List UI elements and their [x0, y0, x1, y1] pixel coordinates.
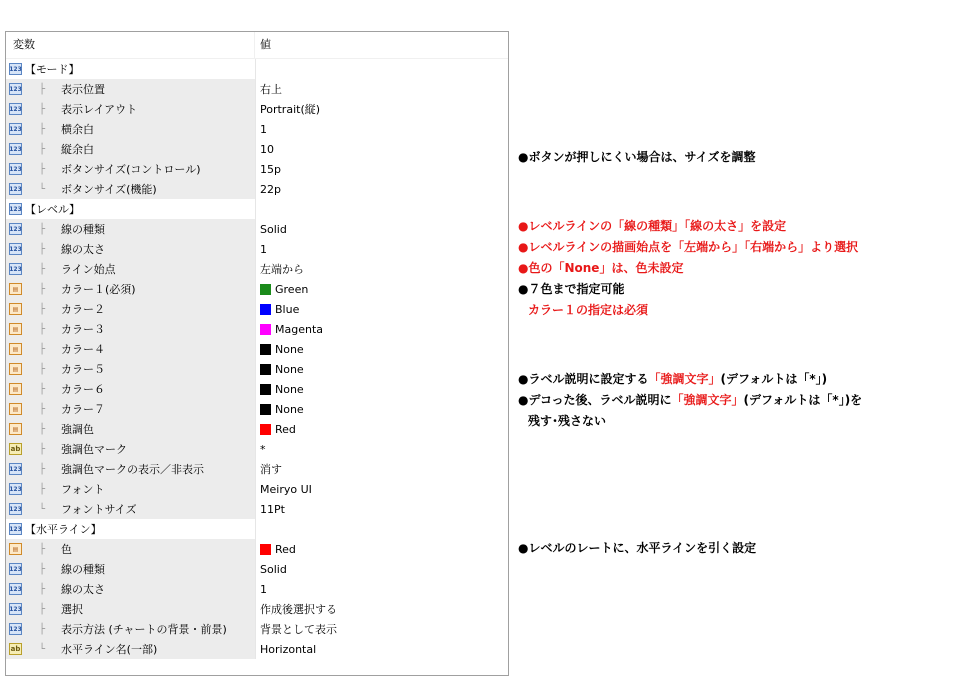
property-name-cell[interactable]: [6, 259, 255, 279]
column-header-variable[interactable]: 変数: [6, 32, 255, 58]
property-value-cell[interactable]: [255, 619, 508, 639]
property-value-cell[interactable]: [255, 219, 508, 239]
property-value: None: [275, 382, 304, 396]
property-name-cell[interactable]: [6, 459, 255, 479]
property-value-cell[interactable]: [255, 339, 508, 359]
property-label: 強調色マークの表示／非表示: [61, 463, 204, 476]
tree-connector: ├: [39, 343, 46, 355]
property-label: カラー２: [61, 303, 105, 316]
property-row[interactable]: [6, 319, 508, 339]
property-name-cell[interactable]: [6, 359, 255, 379]
color-swatch: [260, 364, 271, 375]
tree-connector: ├: [39, 563, 46, 575]
note-emphasis-text-pre: ●ラベル説明に設定する: [518, 372, 649, 386]
property-value: 1: [260, 122, 267, 136]
property-value-cell[interactable]: [255, 299, 508, 319]
tree-connector: ├: [39, 463, 46, 475]
property-label: ライン始点: [61, 263, 116, 276]
property-row[interactable]: [6, 599, 508, 619]
property-label: ボタンサイズ(機能): [61, 183, 157, 196]
property-value-cell[interactable]: [255, 479, 508, 499]
property-row[interactable]: [6, 419, 508, 439]
grid-header: [6, 32, 508, 59]
property-value-cell[interactable]: [255, 79, 508, 99]
property-label: 線の太さ: [61, 243, 105, 256]
property-value: Solid: [260, 222, 287, 236]
numeric-type-icon: 123: [9, 483, 22, 495]
property-name-cell[interactable]: [6, 439, 255, 459]
color-type-icon: ▤: [9, 323, 22, 335]
property-name-cell[interactable]: [6, 399, 255, 419]
numeric-type-icon: 123: [9, 83, 22, 95]
numeric-type-icon: 123: [9, 223, 22, 235]
color-type-icon: ▤: [9, 283, 22, 295]
property-row[interactable]: [6, 299, 508, 319]
property-value-cell[interactable]: [255, 439, 508, 459]
property-label: 水平ライン名(一部): [61, 643, 158, 656]
tree-connector: ├: [39, 283, 46, 295]
property-value: 1: [260, 242, 267, 256]
property-value: Solid: [260, 562, 287, 576]
property-label: カラー６: [61, 383, 105, 396]
property-label: 線の種類: [61, 223, 105, 236]
tree-connector: ├: [39, 423, 46, 435]
property-row[interactable]: [6, 279, 508, 299]
note-line-start: ●レベルラインの描画始点を「左端から」「右端から」より選択: [518, 240, 859, 254]
numeric-type-icon: 123: [9, 523, 22, 535]
note-color-none: ●色の「None」は、色未設定: [518, 261, 684, 275]
property-label: 表示方法 (チャートの背景・前景): [61, 623, 227, 636]
tree-connector: ├: [39, 603, 46, 615]
property-name-cell[interactable]: [6, 519, 255, 539]
property-row[interactable]: [6, 499, 508, 519]
property-value: 11Pt: [260, 502, 285, 516]
property-value: *: [260, 442, 266, 456]
property-row[interactable]: [6, 359, 508, 379]
property-name-cell[interactable]: [6, 479, 255, 499]
color-type-icon: ▤: [9, 363, 22, 375]
property-label: 横余白: [61, 123, 94, 136]
property-label: 選択: [61, 603, 83, 616]
property-value-cell[interactable]: [255, 199, 508, 219]
property-label: フォントサイズ: [61, 503, 137, 516]
note-keep-emphasis-post: (デフォルトは「*」)を: [743, 393, 863, 407]
property-row[interactable]: [6, 119, 508, 139]
property-label: 色: [61, 543, 72, 556]
property-value-cell[interactable]: [255, 59, 508, 79]
property-name-cell[interactable]: [6, 79, 255, 99]
property-value: 消す: [260, 463, 282, 476]
property-name-cell[interactable]: [6, 279, 255, 299]
color-swatch: [260, 424, 271, 435]
property-row[interactable]: [6, 379, 508, 399]
property-label: ボタンサイズ(コントロール): [61, 163, 201, 176]
property-name-cell[interactable]: [6, 639, 255, 659]
property-name-cell[interactable]: [6, 599, 255, 619]
tree-connector: └: [39, 183, 46, 195]
tree-connector: ├: [39, 623, 46, 635]
property-row[interactable]: [6, 99, 508, 119]
tree-connector: ├: [39, 123, 46, 135]
color-swatch: [260, 404, 271, 415]
tree-connector: ├: [39, 583, 46, 595]
property-name-cell[interactable]: [6, 499, 255, 519]
property-row[interactable]: [6, 179, 508, 199]
property-row[interactable]: [6, 239, 508, 259]
property-value: 1: [260, 582, 267, 596]
property-name-cell[interactable]: [6, 379, 255, 399]
property-value-cell[interactable]: [255, 279, 508, 299]
property-value-cell[interactable]: [255, 559, 508, 579]
property-value: 背景として表示: [260, 623, 337, 636]
property-value: None: [275, 362, 304, 376]
numeric-type-icon: 123: [9, 163, 22, 175]
property-label: 表示レイアウト: [61, 103, 138, 116]
numeric-type-icon: 123: [9, 623, 22, 635]
property-label: カラー３: [61, 323, 105, 336]
property-value-cell[interactable]: [255, 459, 508, 479]
string-type-icon: ab: [10, 445, 21, 453]
property-row[interactable]: [6, 579, 508, 599]
property-value-cell[interactable]: [255, 639, 508, 659]
color-swatch: [260, 384, 271, 395]
property-value-cell[interactable]: [255, 359, 508, 379]
note-keep-emphasis-pre: ●デコった後、ラベル説明に: [518, 393, 672, 407]
property-value-cell[interactable]: [255, 599, 508, 619]
property-label: 表示位置: [61, 83, 105, 96]
tree-connector: └: [39, 643, 46, 655]
property-row[interactable]: [6, 619, 508, 639]
property-name-cell[interactable]: [6, 139, 255, 159]
numeric-type-icon: 123: [9, 143, 22, 155]
property-name-cell[interactable]: [6, 559, 255, 579]
tree-connector: ├: [39, 83, 46, 95]
property-name-cell[interactable]: [6, 219, 255, 239]
property-value-cell[interactable]: [255, 159, 508, 179]
group-row[interactable]: [6, 519, 508, 539]
property-label: 線の太さ: [61, 583, 105, 596]
property-label: 【レベル】: [25, 203, 80, 216]
note-emphasis-text-red: 「強調文字」: [648, 372, 721, 386]
property-row[interactable]: [6, 559, 508, 579]
numeric-type-icon: 123: [9, 103, 22, 115]
property-row[interactable]: [6, 639, 508, 659]
color-swatch: [260, 284, 271, 295]
property-value-cell[interactable]: [255, 379, 508, 399]
property-value: Red: [275, 422, 296, 436]
tree-connector: ├: [39, 383, 46, 395]
property-name-cell[interactable]: [6, 159, 255, 179]
property-name-cell[interactable]: [6, 119, 255, 139]
property-row[interactable]: [6, 159, 508, 179]
property-label: 線の種類: [61, 563, 105, 576]
numeric-type-icon: 123: [9, 203, 22, 215]
property-row[interactable]: [6, 259, 508, 279]
property-value: Horizontal: [260, 642, 317, 656]
tree-connector: ├: [39, 263, 46, 275]
property-label: 強調色: [61, 423, 94, 436]
property-row[interactable]: [6, 79, 508, 99]
property-value: None: [275, 342, 304, 356]
color-type-icon: ▤: [9, 423, 22, 435]
property-name-cell[interactable]: [6, 239, 255, 259]
property-row[interactable]: [6, 399, 508, 419]
tree-connector: ├: [39, 243, 46, 255]
property-value-cell[interactable]: [255, 539, 508, 559]
note-horizontal-line: ●レベルのレートに、水平ラインを引く設定: [518, 541, 757, 555]
tree-connector: └: [39, 503, 46, 515]
property-value-cell[interactable]: [255, 579, 508, 599]
property-name-cell[interactable]: [6, 539, 255, 559]
property-value-cell[interactable]: [255, 319, 508, 339]
property-value: Portrait(縦): [260, 103, 321, 116]
color-type-icon: ▤: [9, 403, 22, 415]
note-line-style: ●レベルラインの「線の種類」「線の太さ」を設定: [518, 219, 787, 233]
property-label: 【モード】: [25, 63, 80, 76]
note-emphasis-text: [518, 370, 827, 387]
property-row[interactable]: [6, 459, 508, 479]
property-row[interactable]: [6, 439, 508, 459]
tree-connector: ├: [39, 223, 46, 235]
tree-connector: ├: [39, 143, 46, 155]
property-name-cell[interactable]: [6, 339, 255, 359]
property-value: 10: [260, 142, 274, 156]
property-value-cell[interactable]: [255, 519, 508, 539]
property-label: 【水平ライン】: [25, 523, 102, 536]
numeric-type-icon: 123: [9, 183, 22, 195]
property-label: カラー５: [61, 363, 105, 376]
property-name-cell[interactable]: [6, 59, 255, 79]
color-swatch: [260, 324, 271, 335]
group-row[interactable]: [6, 59, 508, 79]
color-type-icon: ▤: [9, 543, 22, 555]
numeric-type-icon: 123: [9, 503, 22, 515]
property-name-cell[interactable]: [6, 319, 255, 339]
property-row[interactable]: [6, 539, 508, 559]
note-color1-required: カラー１の指定は必須: [528, 303, 649, 317]
numeric-type-icon: 123: [9, 123, 22, 135]
property-value: 右上: [260, 83, 282, 96]
property-value: 15p: [260, 162, 281, 176]
property-label: カラー４: [61, 343, 105, 356]
tree-connector: ├: [39, 403, 46, 415]
property-value: None: [275, 402, 304, 416]
note-keep-emphasis-line2: 残す･残さない: [528, 414, 607, 428]
property-label: フォント: [61, 483, 105, 496]
color-swatch: [260, 344, 271, 355]
tree-connector: ├: [39, 163, 46, 175]
note-keep-emphasis: [518, 391, 862, 408]
numeric-type-icon: 123: [9, 63, 22, 75]
tree-connector: ├: [39, 103, 46, 115]
property-name-cell[interactable]: [6, 299, 255, 319]
property-label: カラー７: [61, 403, 105, 416]
property-name-cell[interactable]: [6, 179, 255, 199]
property-value-cell[interactable]: [255, 399, 508, 419]
property-label: 強調色マーク: [61, 443, 127, 456]
property-name-cell[interactable]: [6, 619, 255, 639]
group-row[interactable]: [6, 199, 508, 219]
numeric-type-icon: 123: [9, 603, 22, 615]
color-swatch: [260, 544, 271, 555]
note-emphasis-text-post: (デフォルトは「*」): [720, 372, 828, 386]
property-value: Blue: [275, 302, 300, 316]
property-value-cell[interactable]: [255, 239, 508, 259]
property-value-cell[interactable]: [255, 119, 508, 139]
tree-connector: ├: [39, 483, 46, 495]
note-button-size: ●ボタンが押しにくい場合は、サイズを調整: [518, 150, 756, 164]
property-name-cell[interactable]: [6, 419, 255, 439]
property-value-cell[interactable]: [255, 499, 508, 519]
property-value: 22p: [260, 182, 281, 196]
note-seven-colors: ●７色まで指定可能: [518, 282, 625, 296]
color-type-icon: ▤: [9, 383, 22, 395]
property-value: 作成後選択する: [260, 603, 337, 616]
property-value: 左端から: [260, 263, 304, 276]
tree-connector: ├: [39, 543, 46, 555]
property-row[interactable]: [6, 219, 508, 239]
numeric-type-icon: 123: [9, 243, 22, 255]
property-value-cell[interactable]: [255, 419, 508, 439]
property-row[interactable]: [6, 139, 508, 159]
numeric-type-icon: 123: [9, 263, 22, 275]
color-type-icon: ▤: [9, 303, 22, 315]
property-value-cell[interactable]: [255, 99, 508, 119]
column-header-value[interactable]: 値: [260, 38, 271, 51]
numeric-type-icon: 123: [9, 463, 22, 475]
property-value: Green: [275, 282, 309, 296]
properties-grid: [5, 31, 509, 676]
property-value: Magenta: [275, 322, 324, 336]
grid-rows: [6, 59, 508, 659]
note-keep-emphasis-red: 「強調文字」: [671, 393, 744, 407]
string-type-icon: ab: [10, 645, 21, 653]
tree-connector: ├: [39, 303, 46, 315]
property-row[interactable]: [6, 479, 508, 499]
color-swatch: [260, 304, 271, 315]
property-name-cell[interactable]: [6, 579, 255, 599]
numeric-type-icon: 123: [9, 583, 22, 595]
property-value: Red: [275, 542, 296, 556]
property-value-cell[interactable]: [255, 179, 508, 199]
property-label: 縦余白: [61, 143, 94, 156]
tree-connector: ├: [39, 363, 46, 375]
property-value-cell[interactable]: [255, 259, 508, 279]
tree-connector: ├: [39, 323, 46, 335]
property-name-cell[interactable]: [6, 99, 255, 119]
property-name-cell[interactable]: [6, 199, 255, 219]
property-row[interactable]: [6, 339, 508, 359]
color-type-icon: ▤: [9, 343, 22, 355]
property-value-cell[interactable]: [255, 139, 508, 159]
property-value: Meiryo UI: [260, 482, 312, 496]
property-label: カラー１(必須): [61, 283, 136, 296]
tree-connector: ├: [39, 443, 46, 455]
numeric-type-icon: 123: [9, 563, 22, 575]
